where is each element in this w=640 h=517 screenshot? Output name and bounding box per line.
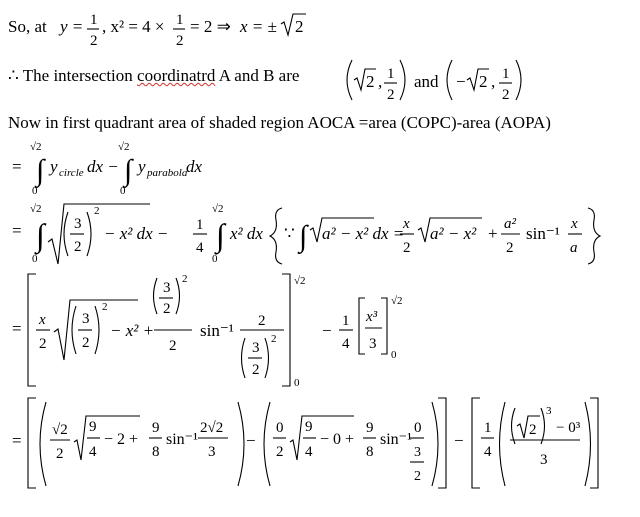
- line7-eq: =: [12, 431, 22, 450]
- line1-equation: [0, 4, 330, 52]
- line4-lower: 0: [32, 185, 38, 197]
- line7-a-coef-num: 9: [152, 420, 160, 436]
- line4-lower2: 0: [120, 185, 126, 197]
- line1-tail: = 2 ⇒: [190, 17, 231, 36]
- line5-x2-num: x: [403, 216, 410, 232]
- line1-half-den: 2: [90, 33, 98, 49]
- point-b-y-den: 2: [502, 87, 510, 103]
- line6-big-den: 2: [169, 338, 177, 354]
- line4-upper: √2: [30, 141, 42, 153]
- misspelled-word: coordinatrd: [137, 66, 216, 85]
- line6-lower: 0: [294, 377, 300, 389]
- line3-area-statement: Now in first quadrant area of shaded region AOCA =area (COPC)-area (AOPA): [8, 113, 551, 132]
- line7-a-sin-inv: sin⁻¹: [166, 431, 198, 448]
- line6-two: 2: [258, 313, 266, 329]
- line7-a-coef-den: 8: [152, 444, 160, 460]
- line7-a-root-den: 4: [89, 444, 97, 460]
- line4-eq: =: [12, 157, 22, 176]
- line5-a2-den: 2: [506, 240, 514, 256]
- line7-c-den: 3: [540, 452, 548, 468]
- line5-integral-setup: [0, 198, 640, 270]
- line5-formula-lhs: a² − x² dx =: [322, 224, 405, 243]
- point-a-y-den: 2: [387, 87, 395, 103]
- line7-a-frac-den: 2: [56, 446, 64, 462]
- line5-minus-x2: − x² dx −: [104, 224, 169, 243]
- line7-a-arg-num: 2√2: [200, 420, 224, 436]
- line5-frac32-num: 3: [74, 216, 82, 232]
- line4-term1-sub: circle: [59, 167, 84, 179]
- line4-term2: y: [138, 157, 146, 176]
- line5-a2-num: a²: [504, 216, 516, 232]
- svg-text:,: ,: [378, 72, 383, 91]
- line7-a-root-tail: − 2 +: [104, 431, 139, 448]
- line7-c-quarter-num: 1: [484, 420, 492, 436]
- therefore-symbol: ∴: [8, 66, 19, 85]
- line4-term1: y: [50, 157, 58, 176]
- line4-dx2: dx: [186, 157, 203, 176]
- intersection-points: [340, 56, 540, 106]
- svg-text:∫: ∫: [299, 220, 308, 253]
- line5-quarter-num: 1: [196, 217, 204, 233]
- line5-formula-root: a² − x²: [430, 224, 477, 243]
- line7-b-arg-num: 0: [414, 420, 422, 436]
- line1-half2-den: 2: [176, 33, 184, 49]
- line5-lower2: 0: [212, 253, 218, 265]
- line7-c-exp: 3: [546, 405, 552, 417]
- svg-text:−: −: [456, 72, 466, 91]
- line6-quarter-num: 1: [342, 313, 350, 329]
- line6-inner-den: 2: [82, 335, 90, 351]
- line5-quarter-den: 4: [196, 240, 204, 256]
- line6-x-den: 2: [39, 336, 47, 352]
- line5-x2-den: 2: [403, 240, 411, 256]
- line6-quarter-den: 4: [342, 336, 350, 352]
- line2-text-before: The intersection: [22, 66, 133, 85]
- line6-big-exp: 2: [182, 273, 188, 285]
- line7-evaluation: [0, 394, 640, 494]
- line6-x-num: x: [39, 312, 46, 328]
- line2-intersection: [8, 66, 299, 86]
- line6-lower2: 0: [391, 349, 397, 361]
- line7-b-frac-num: 0: [276, 420, 284, 436]
- line1-half2-num: 1: [176, 12, 184, 28]
- line1-half-num: 1: [90, 12, 98, 28]
- line7-minus: −: [246, 431, 256, 450]
- line7-c-num: − 0³: [556, 420, 581, 436]
- line1-root: 2: [295, 17, 304, 36]
- point-a-x: 2: [366, 72, 375, 91]
- svg-text:2: 2: [163, 301, 171, 317]
- line7-a-root-num: 9: [89, 419, 97, 435]
- svg-text:2: 2: [271, 333, 277, 345]
- svg-text:∫: ∫: [124, 154, 133, 187]
- line6-x3-den: 3: [369, 336, 377, 352]
- svg-text:3: 3: [163, 280, 171, 296]
- line6-inner-exp: 2: [102, 301, 108, 313]
- line5-sin-inv: sin⁻¹: [526, 224, 560, 243]
- line6-inner-num: 3: [82, 311, 90, 327]
- line7-b-frac-den: 2: [276, 444, 284, 460]
- line7-b-root-tail: − 0 +: [320, 431, 355, 448]
- point-a-y-num: 1: [387, 66, 395, 82]
- line6-upper2: √2: [391, 295, 403, 307]
- line7-b-root-num: 9: [305, 419, 313, 435]
- line6-minus: −: [322, 321, 332, 340]
- line1-x-result: x = ±: [240, 17, 277, 36]
- svg-text:∫: ∫: [216, 217, 225, 253]
- line4-integral-difference: [0, 136, 260, 200]
- svg-text:,: ,: [491, 72, 496, 91]
- because-symbol: ∵: [284, 224, 295, 243]
- line6-antiderivative: [0, 270, 640, 392]
- svg-text:2: 2: [479, 72, 488, 91]
- line6-x3-num: x³: [366, 309, 378, 325]
- svg-text:∫: ∫: [36, 154, 45, 187]
- line6-eq: =: [12, 319, 22, 338]
- line1-x2: , x² = 4 ×: [102, 17, 165, 36]
- line6-upper: √2: [294, 275, 306, 287]
- line7-b-arg-dnum: 3: [414, 445, 421, 460]
- line5-eq: =: [12, 221, 22, 240]
- line7-a-arg-den: 3: [208, 444, 216, 460]
- line5-lower: 0: [32, 253, 38, 265]
- line4-dx1: dx −: [87, 157, 119, 176]
- line5-upper2: √2: [212, 203, 224, 215]
- line7-a-frac-num: √2: [52, 422, 68, 438]
- line5-exp2: 2: [94, 205, 100, 217]
- line4-term2-sub: parabola: [147, 167, 188, 179]
- line6-minus-x2: − x² +: [110, 321, 155, 340]
- line7-b-coef-num: 9: [366, 420, 374, 436]
- svg-text:+: +: [488, 224, 498, 243]
- line5-frac32-den: 2: [74, 239, 82, 255]
- svg-text:2: 2: [529, 422, 537, 438]
- line1-lead: So, at: [8, 17, 47, 36]
- svg-text:−: −: [454, 431, 464, 450]
- line5-upper: √2: [30, 203, 42, 215]
- line1-y-eq: y =: [60, 17, 84, 36]
- line5-xa-num: x: [571, 216, 578, 232]
- line5-x2dx: x² dx: [230, 224, 263, 243]
- line6-sin-inv: sin⁻¹: [200, 321, 234, 340]
- line7-c-quarter-den: 4: [484, 444, 492, 460]
- line7-b-sin-inv: sin⁻¹: [380, 431, 412, 448]
- line7-b-root-den: 4: [305, 444, 313, 460]
- svg-text:∫: ∫: [36, 217, 45, 253]
- line7-b-coef-den: 8: [366, 444, 374, 460]
- svg-text:3: 3: [252, 340, 260, 356]
- svg-text:2: 2: [252, 362, 260, 378]
- line5-xa-den: a: [570, 240, 578, 256]
- line2-text-after: A and B are: [218, 66, 300, 85]
- point-b-y-num: 1: [502, 66, 510, 82]
- line7-b-arg-dden: 2: [414, 469, 421, 484]
- line4-upper2: √2: [118, 141, 130, 153]
- and-word: and: [414, 72, 439, 91]
